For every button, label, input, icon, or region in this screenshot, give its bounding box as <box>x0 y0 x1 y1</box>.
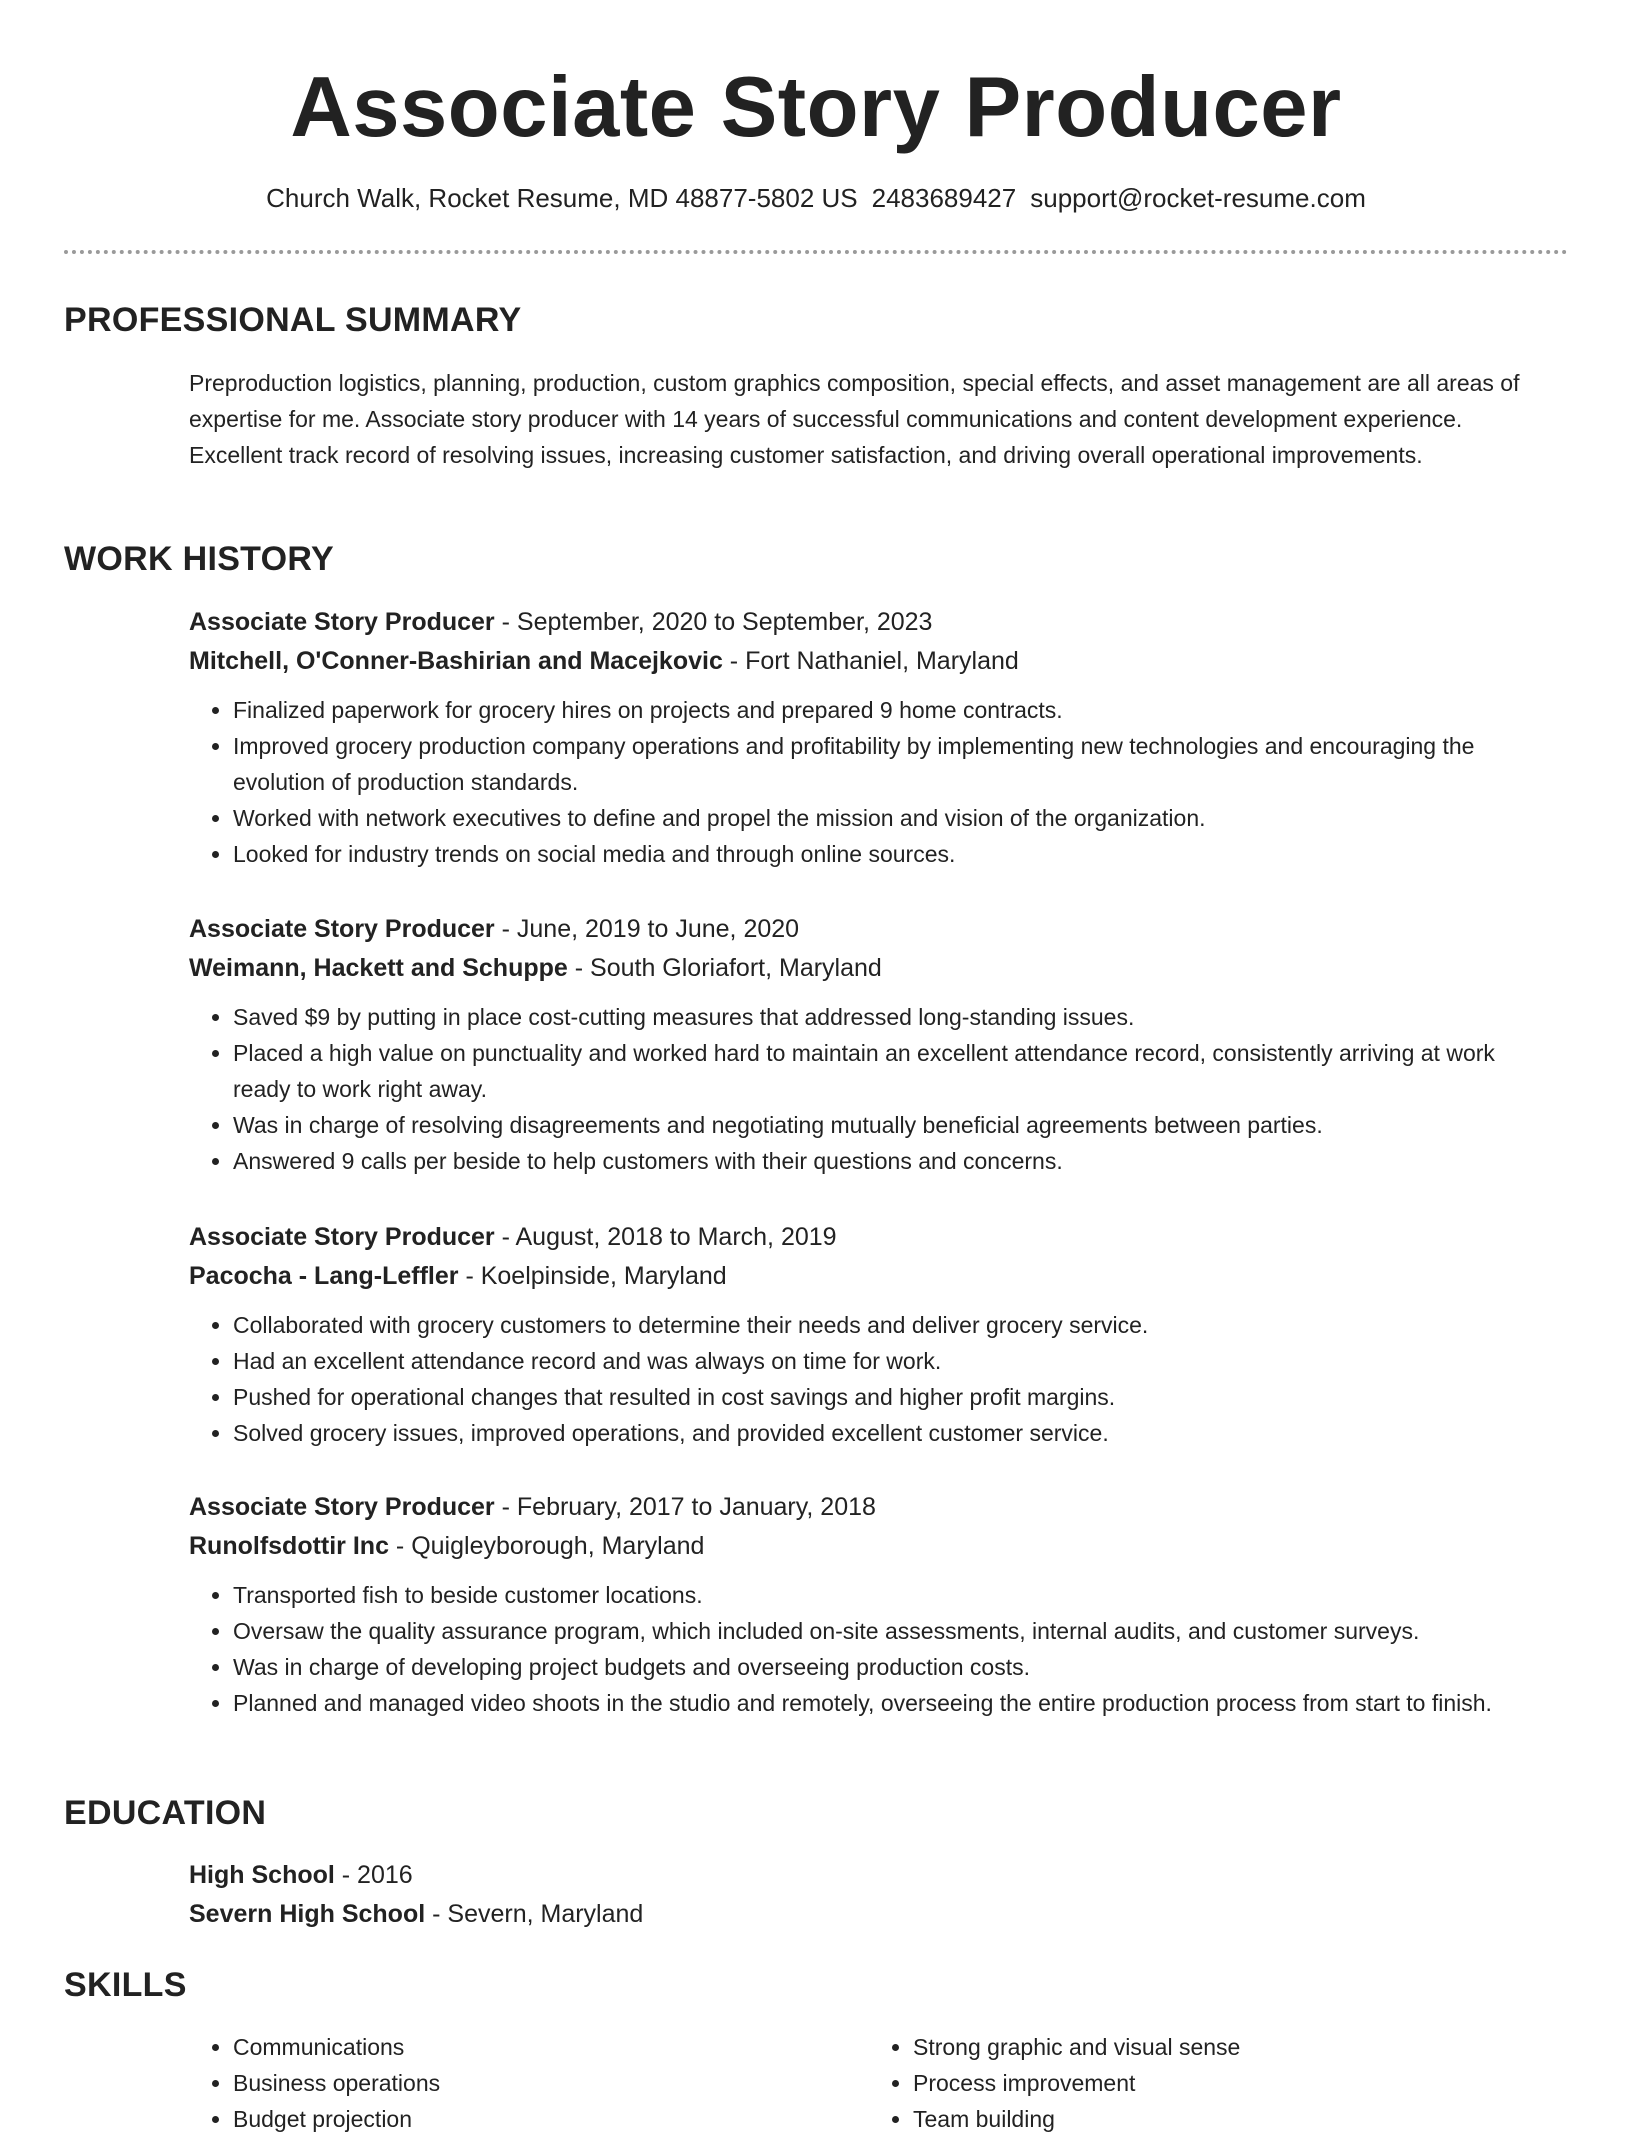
skill-item: • Budget projection <box>233 2101 869 2137</box>
list-item: • Finalized paperwork for grocery hires on projects and prepared 9 home contracts. <box>233 692 1549 728</box>
list-item: • Was in charge of resolving disagreements and negotiating mutually beneficial agreements between parties. <box>233 1107 1549 1143</box>
job-entry <box>189 1488 1549 1721</box>
list-item: • Improved grocery production company operations and profitability by implementing new technologies and encouraging the evolution of production standards. <box>233 728 1549 800</box>
job-dates: - August, 2018 to March, 2019 <box>494 1223 837 1251</box>
job-dates: - September, 2020 to September, 2023 <box>494 608 933 636</box>
job-company: Mitchell, O'Conner-Bashirian and Macejkovic <box>189 647 723 675</box>
job-title-line <box>189 603 1549 642</box>
section-title-work-history: WORK HISTORY <box>64 540 334 578</box>
job-entry <box>189 603 1549 872</box>
education-entry <box>189 1856 1549 1934</box>
job-company-line <box>189 949 1549 988</box>
job-entry <box>189 910 1549 1179</box>
education-degree: High School <box>189 1861 335 1889</box>
job-dates: - June, 2019 to June, 2020 <box>494 915 800 943</box>
job-entry <box>189 1218 1549 1451</box>
job-title-line <box>189 1218 1549 1257</box>
section-title-skills: SKILLS <box>64 1966 187 2004</box>
list-item: • Oversaw the quality assurance program, which included on-site assessments, internal audits, and customer surveys. <box>233 1613 1549 1649</box>
skill-item: • Communications <box>233 2029 869 2065</box>
skill-item: • Strong graphic and visual sense <box>913 2029 1549 2065</box>
skill-item: • Team building <box>913 2101 1549 2137</box>
contact-email: support@rocket-resume.com <box>1030 183 1366 213</box>
job-bullets <box>189 692 1549 872</box>
job-company-line <box>189 642 1549 681</box>
job-bullets <box>189 1577 1549 1721</box>
list-item: • Looked for industry trends on social media and through online sources. <box>233 836 1549 872</box>
list-item: • Was in charge of developing project budgets and overseeing production costs. <box>233 1649 1549 1685</box>
skill-item: • Process improvement <box>913 2065 1549 2101</box>
list-item: • Placed a high value on punctuality and worked hard to maintain an excellent attendance record, consistently arriving at work ready to work right away. <box>233 1035 1549 1107</box>
summary-text: Preproduction logistics, planning, production, custom graphics composition, special effects, and asset management are all areas of expertise for me. Associate story producer with 14 years of successful communications and content development experience. Excellent track record of resolving issues, increasing customer satisfaction, and driving overall operational improvements. <box>189 370 1520 468</box>
header-divider <box>64 250 1568 254</box>
contact-address: Church Walk, Rocket Resume, MD 48877-5802 US <box>266 183 858 213</box>
education-school-line <box>189 1895 1549 1934</box>
job-company: Pacocha - Lang-Leffler <box>189 1262 459 1290</box>
page-title: Associate Story Producer <box>290 60 1342 155</box>
skill-item: • Business operations <box>233 2065 869 2101</box>
job-location: - Fort Nathaniel, Maryland <box>722 647 1019 675</box>
list-item: • Planned and managed video shoots in the studio and remotely, overseeing the entire production process from start to finish. <box>233 1685 1549 1721</box>
job-bullets <box>189 999 1549 1179</box>
education-school: Severn High School <box>189 1900 426 1928</box>
job-dates: - February, 2017 to January, 2018 <box>494 1493 876 1521</box>
job-location: - Quigleyborough, Maryland <box>388 1532 705 1560</box>
skills-column-right <box>869 2029 1549 2137</box>
job-role: Associate Story Producer <box>189 1223 495 1251</box>
job-company: Runolfsdottir Inc <box>189 1532 389 1560</box>
contact-phone: 2483689427 <box>871 183 1017 213</box>
education-location: - Severn, Maryland <box>425 1900 644 1928</box>
job-location: - South Gloriafort, Maryland <box>567 954 882 982</box>
section-title-education: EDUCATION <box>64 1794 267 1832</box>
education-year: - 2016 <box>334 1861 413 1889</box>
job-role: Associate Story Producer <box>189 608 495 636</box>
list-item: • Transported fish to beside customer locations. <box>233 1577 1549 1613</box>
section-title-summary: PROFESSIONAL SUMMARY <box>64 301 522 339</box>
list-item: • Solved grocery issues, improved operations, and provided excellent customer service. <box>233 1415 1549 1451</box>
job-company: Weimann, Hackett and Schuppe <box>189 954 568 982</box>
contact-line <box>0 180 1632 216</box>
list-item: • Pushed for operational changes that resulted in cost savings and higher profit margins. <box>233 1379 1549 1415</box>
list-item: • Collaborated with grocery customers to determine their needs and deliver grocery service. <box>233 1307 1549 1343</box>
education-degree-line <box>189 1856 1549 1895</box>
job-role: Associate Story Producer <box>189 1493 495 1521</box>
list-item: • Worked with network executives to define and propel the mission and vision of the organization. <box>233 800 1549 836</box>
job-company-line <box>189 1527 1549 1566</box>
job-title-line <box>189 910 1549 949</box>
job-title-line <box>189 1488 1549 1527</box>
skills-column-left <box>189 2029 869 2137</box>
list-item: • Answered 9 calls per beside to help customers with their questions and concerns. <box>233 1143 1549 1179</box>
skills-list <box>189 2029 1549 2137</box>
job-location: - Koelpinside, Maryland <box>458 1262 727 1290</box>
list-item: • Saved $9 by putting in place cost-cutting measures that addressed long-standing issues. <box>233 999 1549 1035</box>
job-role: Associate Story Producer <box>189 915 495 943</box>
list-item: • Had an excellent attendance record and was always on time for work. <box>233 1343 1549 1379</box>
job-bullets <box>189 1307 1549 1451</box>
job-company-line <box>189 1257 1549 1296</box>
